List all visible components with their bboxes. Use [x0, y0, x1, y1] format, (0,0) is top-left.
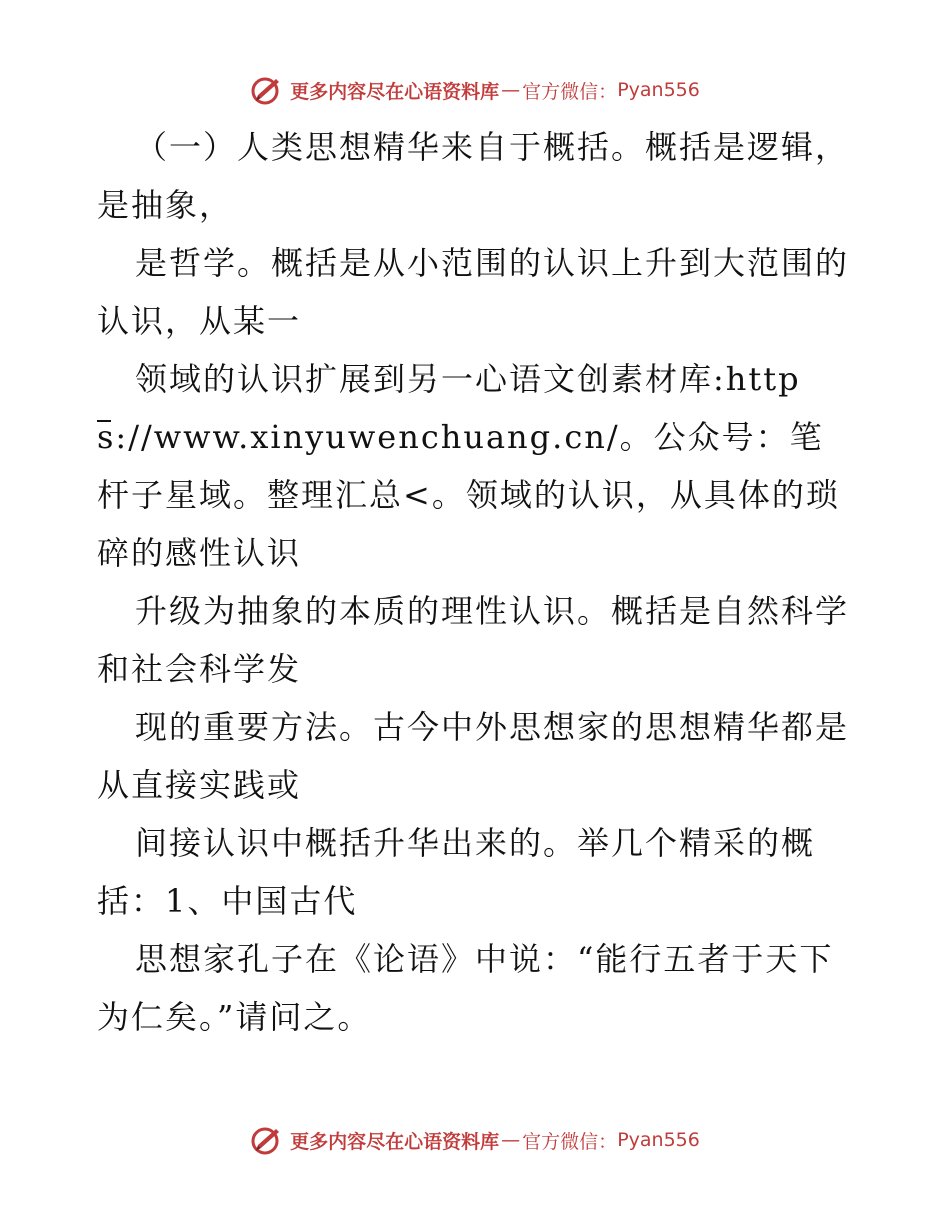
paragraph: 现的重要方法。古今中外思想家的思想精华都是从直接实践或: [97, 708, 850, 804]
banner-wechat-id: Pyan556: [617, 1129, 700, 1151]
paragraph: 间接认识中概括升华出来的。举几个精采的概括：1、中国古代: [97, 824, 816, 920]
banner-dash: —: [501, 1129, 521, 1151]
pen-logo-icon: [250, 73, 284, 107]
document-body: [97, 118, 857, 1046]
banner-wechat-label: 官方微信：: [522, 80, 618, 103]
paragraph: 升级为抽象的本质的理性认识。概括是自然科学和社会科学发: [97, 592, 850, 688]
paragraph: 领域的认识扩展到另一心语文创素材库:https://www.xinyuwenchuang.cn/。公众号：笔杆子星域。整理汇总<。领域的认识，从具体的琐碎的感性认识: [97, 360, 840, 572]
paragraph: 是哲学。概括是从小范围的认识上升到大范围的认识，从某一: [97, 244, 850, 340]
paragraph: （一）人类思想精华来自于概括。概括是逻辑，是抽象，: [97, 128, 850, 224]
pen-logo-icon: [250, 1123, 284, 1157]
header-banner: [0, 70, 950, 110]
banner-main-text: 更多内容尽在心语资料库: [290, 80, 500, 103]
banner-main-text: 更多内容尽在心语资料库: [290, 1130, 500, 1153]
footer-banner: [0, 1120, 950, 1160]
banner-wechat-id: Pyan556: [617, 79, 700, 101]
paragraph: 思想家孔子在《论语》中说：“能行五者于天下为仁矣。”请问之。: [97, 940, 834, 1036]
banner-dash: —: [501, 79, 521, 101]
banner-wechat-label: 官方微信：: [522, 1130, 618, 1153]
